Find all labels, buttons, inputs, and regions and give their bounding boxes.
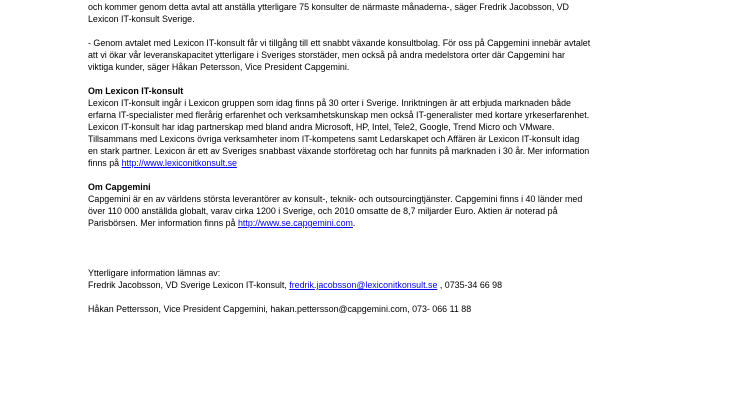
capgemini-line-3-suffix: . <box>352 218 356 228</box>
capgemini-line-2: över 110 000 anställda globalt, varav cirka 1200 i Sverige, och 2010 omsatte de 8,7 miljarder Euro. Aktien är noterad på <box>88 206 558 216</box>
spacer <box>88 229 728 267</box>
contact-fredrik <box>88 279 728 291</box>
quote-line-2: att vi ökar vår leveranskapacitet ytterligare i Sveriges storstäder, men också på andra medelstora orter där Capgemini har <box>88 50 566 60</box>
intro-line-2: Lexicon IT-konsult Sverige. <box>88 14 195 24</box>
capgemini-line-1: Capgemini är en av världens största leverantörer av konsult-, teknik- och outsourcingtjänster. Capgemini finns i 40 länder med <box>88 194 583 204</box>
contact-fredrik-suffix: , 0735-34 66 98 <box>437 280 503 290</box>
document-page <box>88 1 728 315</box>
contact-hakan: Håkan Pettersson, Vice President Capgemini, hakan.pettersson@capgemini.com, 073- 066 11 88 <box>88 304 472 314</box>
capgemini-heading: Om Capgemini <box>88 182 151 192</box>
lexicon-line-3: Lexicon IT-konsult har idag partnerskap med bland andra Microsoft, HP, Intel, Tele2, Google, Trend Micro och VMware. <box>88 122 555 132</box>
lexicon-line-5: en stark partner. Lexicon är ett av Sveriges snabbast växande storföretag och har funnits på marknaden i 30 år. Mer information <box>88 146 590 156</box>
capgemini-line-3-prefix: Parisbörsen. Mer information finns på <box>88 218 238 228</box>
lexicon-line-1: Lexicon IT-konsult ingår i Lexicon gruppen som idag finns på 30 orter i Sverige. Inriktningen är att erbjuda marknaden både <box>88 98 571 108</box>
intro-line-1: och kommer genom detta avtal att anställa ytterligare 75 konsulter de närmaste månaderna-, säger Fredrik Jacobsson, VD <box>88 2 569 12</box>
lexicon-line-6 <box>88 157 728 169</box>
spacer <box>88 25 728 37</box>
spacer <box>88 291 728 303</box>
contact-fredrik-prefix: Fredrik Jacobsson, VD Sverige Lexicon IT-konsult, <box>88 280 290 290</box>
quote-line-1: - Genom avtalet med Lexicon IT-konsult får vi tillgång till ett snabbt växande konsultbolag. För oss på Capgemini innebär avtalet <box>88 38 591 48</box>
quote-line-3: viktiga kunder, säger Håkan Petersson, Vice President Capgemini. <box>88 62 350 72</box>
lexicon-line-6-prefix: finns på <box>88 158 122 168</box>
lexicon-website-link[interactable]: http://www.lexiconitkonsult.se <box>121 158 237 168</box>
spacer <box>88 169 728 181</box>
capgemini-line-3 <box>88 217 728 229</box>
fredrik-email-link[interactable]: fredrik.jacobsson@lexiconitkonsult.se <box>289 280 438 290</box>
capgemini-website-link[interactable]: http://www.se.capgemini.com <box>237 218 353 228</box>
lexicon-line-2: erfarna IT-specialister med flerårig erfarenhet och verksamhetskunskap men också IT-generalister med kortare yrkeserfarenhet. <box>88 110 590 120</box>
spacer <box>88 73 728 85</box>
contact-intro: Ytterligare information lämnas av: <box>88 268 221 278</box>
lexicon-line-4: Tillsammans med Lexicons övriga verksamheter inom IT-kompetens samt Ledarskapet och Affären är Lexicon IT-konsult idag <box>88 134 580 144</box>
lexicon-heading: Om Lexicon IT-konsult <box>88 86 184 96</box>
